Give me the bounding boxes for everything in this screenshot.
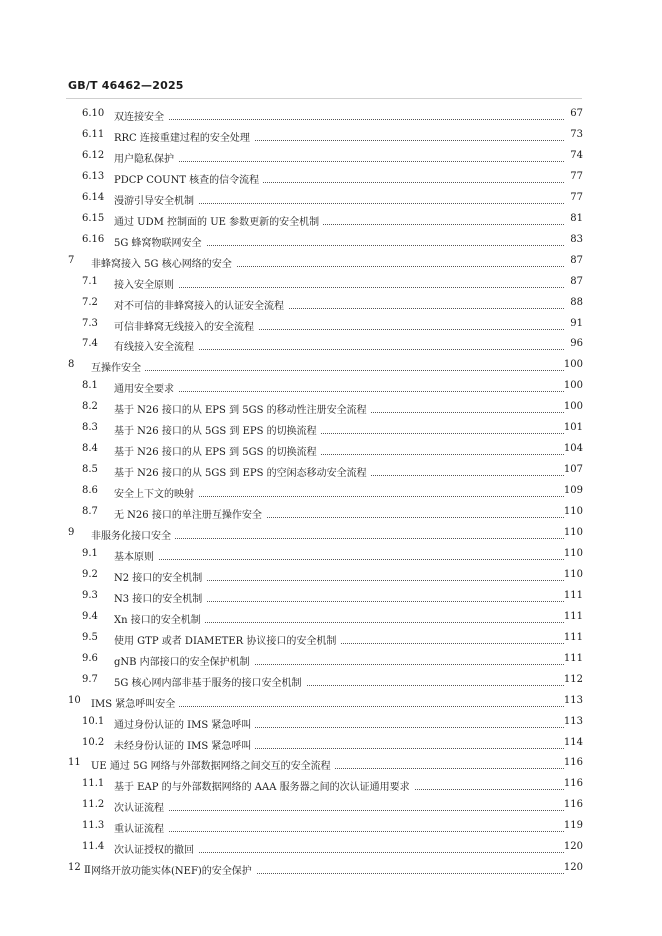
toc-entry-number: 6.11: [82, 128, 105, 140]
toc-entry-page: 100: [563, 401, 583, 413]
toc-entry-number: 7.4: [82, 338, 98, 350]
toc-entry[interactable]: [0, 274, 662, 294]
toc-entry[interactable]: [0, 609, 662, 629]
toc-entry-number: 9.5: [82, 631, 98, 643]
toc-entry-title: 通过身份认证的 IMS 紧急呼叫: [114, 716, 255, 731]
toc-entry[interactable]: [0, 295, 662, 315]
toc-entry-title: 可信非蜂窝无线接入的安全流程: [114, 318, 258, 333]
toc-entry[interactable]: [0, 211, 662, 231]
toc-entry[interactable]: [0, 714, 662, 734]
toc-entry-number: 6.14: [82, 191, 105, 203]
toc-entry[interactable]: [0, 546, 662, 566]
toc-entry-page: 77: [570, 170, 583, 182]
toc-entry-page: 110: [563, 568, 583, 580]
toc-entry[interactable]: [0, 420, 662, 440]
toc-entry[interactable]: [0, 735, 662, 755]
toc-entry-number: 9.6: [82, 652, 98, 664]
toc-entry-page: 119: [563, 820, 583, 832]
toc-entry-number: 10: [68, 694, 81, 706]
toc-entry-number: 6.15: [82, 212, 105, 224]
toc-entry-title: 通用安全要求: [114, 380, 178, 395]
toc-entry[interactable]: [0, 755, 662, 775]
toc-entry-page: 110: [563, 527, 583, 538]
toc-entry-page: 112: [563, 673, 583, 685]
toc-entry-number: 7.3: [82, 317, 98, 329]
toc-entry-page: 111: [563, 631, 583, 643]
toc-entry-number: 6.13: [82, 170, 105, 182]
toc-entry-title: 无 N26 接口的单注册互操作安全: [114, 506, 266, 521]
toc-entry-title: 未经身份认证的 IMS 紧急呼叫: [114, 737, 255, 752]
toc-entry[interactable]: [0, 253, 662, 273]
toc-entry[interactable]: [0, 441, 662, 461]
toc-entry-page: 73: [570, 128, 583, 140]
toc-entry-title: 互操作安全: [91, 359, 145, 374]
toc-entry-page: 110: [563, 506, 583, 518]
toc-entry-title: 基于 N26 接口的从 EPS 到 5GS 的移动性注册安全流程: [114, 401, 371, 416]
toc-entry-title: 5G 核心网内部非基于服务的接口安全机制: [114, 674, 306, 689]
toc-entry-title: 基本原则: [114, 548, 158, 563]
toc-entry-page: 91: [570, 317, 583, 329]
toc-entry[interactable]: [0, 106, 662, 126]
toc-entry[interactable]: [0, 462, 662, 482]
toc-entry-page: 111: [563, 652, 583, 664]
toc-entry-number: 7.1: [82, 275, 98, 287]
toc-entry-page: 81: [570, 212, 583, 224]
toc-entry-page: 104: [563, 443, 583, 455]
toc-entry-page: 87: [570, 254, 583, 266]
toc-entry-page: 88: [570, 296, 583, 308]
toc-entry-page: 116: [563, 799, 583, 811]
toc-entry-page: 116: [563, 757, 583, 769]
toc-entry-title: 重认证流程: [114, 820, 168, 835]
toc-entry[interactable]: [0, 818, 662, 838]
toc-entry-number: 9.7: [82, 673, 98, 685]
toc-entry-title: IMS 紧急呼叫安全: [91, 695, 179, 710]
toc-entry-page: 96: [570, 338, 583, 350]
toc-entry-number: 11.1: [82, 778, 105, 790]
toc-entry[interactable]: [0, 567, 662, 587]
toc-leader-dots: [114, 107, 564, 120]
toc-leader-dots: [91, 358, 564, 371]
toc-entry[interactable]: [0, 378, 662, 398]
toc-entry-number: 8.2: [82, 401, 98, 413]
toc-leader-dots: [114, 379, 564, 392]
toc-entry-number: 9.3: [82, 589, 98, 601]
toc-entry-number: 8.3: [82, 422, 98, 434]
toc-entry[interactable]: [0, 190, 662, 210]
toc-entry-number: 7.2: [82, 296, 98, 308]
toc-entry-title: PDCP COUNT 核查的信令流程: [114, 171, 263, 186]
toc-entry-page: 111: [563, 589, 583, 601]
toc-entry[interactable]: [0, 525, 662, 545]
toc-entry-title: 网络开放功能实体(NEF)的安全保护: [91, 862, 256, 877]
toc-entry-title: 接入安全原则: [114, 276, 178, 291]
toc-entry-page: 109: [563, 485, 583, 497]
toc-entry-number: 6.16: [82, 233, 105, 245]
toc-entry-number: 11.2: [82, 799, 105, 811]
toc-entry-page: 77: [570, 191, 583, 203]
toc-entry[interactable]: [0, 651, 662, 671]
toc-entry-number: 12: [68, 862, 81, 874]
toc-entry-page: 100: [563, 359, 583, 371]
toc-entry-number: 6.12: [82, 149, 105, 161]
toc-entry-page: 100: [563, 380, 583, 392]
toc-leader-dots: [114, 547, 564, 560]
toc-leader-dots: [114, 798, 564, 811]
toc-entry[interactable]: [0, 169, 662, 189]
toc-entry-page: 101: [563, 422, 583, 434]
toc-entry[interactable]: [0, 588, 662, 608]
toc-entry-number: 8.1: [82, 380, 98, 392]
toc-entry-page: 83: [570, 233, 583, 245]
page-number: Ⅱ: [84, 865, 91, 876]
toc-entry-number: 11: [68, 757, 81, 769]
toc-entry-page: 114: [563, 736, 583, 748]
toc-entry-title: 通过 UDM 控制面的 UE 参数更新的安全机制: [114, 213, 323, 228]
toc-entry-title: UE 通过 5G 网络与外部数据网络之间交互的安全流程: [91, 757, 335, 772]
toc-leader-dots: [114, 275, 564, 288]
toc-entry-title: 用户隐私保护: [114, 150, 178, 165]
toc-entry-number: 7: [68, 254, 75, 266]
toc-entry-page: 120: [563, 841, 583, 853]
toc-entry[interactable]: [0, 693, 662, 713]
toc-entry-page: 113: [563, 715, 583, 727]
toc-entry-page: 74: [570, 149, 583, 161]
toc-entry[interactable]: [0, 127, 662, 147]
toc-entry-title: gNB 内部接口的安全保护机制: [114, 653, 254, 668]
toc-entry-number: 6.10: [82, 108, 105, 119]
toc-entry-title: 次认证授权的撤回: [114, 841, 198, 856]
toc-entry-page: 110: [563, 547, 583, 559]
toc-entry-page: 67: [570, 108, 583, 119]
toc-entry-title: 非蜂窝接入 5G 核心网络的安全: [91, 255, 236, 270]
toc-entry-title: N3 接口的安全机制: [114, 590, 206, 605]
toc-entry-number: 8.7: [82, 506, 98, 518]
toc-entry-page: 120: [563, 862, 583, 874]
toc-entry-title: 基于 EAP 的与外部数据网络的 AAA 服务器之间的次认证通用要求: [114, 778, 414, 793]
toc-entry-title: 漫游引导安全机制: [114, 192, 198, 207]
toc-entry-title: 双连接安全: [114, 108, 168, 123]
toc-entry-page: 107: [563, 464, 583, 476]
toc-entry[interactable]: [0, 148, 662, 168]
toc-entry[interactable]: [0, 336, 662, 356]
header-divider: [66, 98, 582, 99]
toc-entry-page: 113: [563, 694, 583, 706]
toc-entry-number: 9.2: [82, 568, 98, 580]
toc-entry-number: 8.4: [82, 443, 98, 455]
toc-entry-title: RRC 连接重建过程的安全处理: [114, 129, 254, 144]
toc-entry-title: 非服务化接口安全: [91, 527, 175, 542]
toc-entry-number: 9: [68, 527, 75, 538]
toc-entry-title: 基于 N26 接口的从 EPS 到 5GS 的切换流程: [114, 443, 321, 458]
toc-entry-title: N2 接口的安全机制: [114, 569, 206, 584]
toc-entry-title: 安全上下文的映射: [114, 485, 198, 500]
toc-entry-title: Xn 接口的安全机制: [114, 611, 205, 626]
toc-entry[interactable]: [0, 776, 662, 796]
toc-entry-number: 8: [68, 359, 75, 371]
toc-entry-number: 10.1: [82, 715, 105, 727]
toc-entry-page: 87: [570, 275, 583, 287]
toc-entry[interactable]: [0, 672, 662, 692]
toc-entry[interactable]: [0, 860, 662, 880]
toc-entry[interactable]: [0, 357, 662, 377]
toc-entry-number: 8.5: [82, 464, 98, 476]
toc-entry-number: 9.4: [82, 610, 98, 622]
toc-entry-title: 使用 GTP 或者 DIAMETER 协议接口的安全机制: [114, 632, 340, 647]
toc-entry[interactable]: [0, 504, 662, 524]
toc-entry-title: 5G 蜂窝物联网安全: [114, 234, 206, 249]
toc-entry-title: 对不可信的非蜂窝接入的认证安全流程: [114, 297, 288, 312]
toc-entry[interactable]: [0, 630, 662, 650]
toc-entry-number: 10.2: [82, 736, 105, 748]
toc-entry[interactable]: [0, 316, 662, 336]
toc-entry-page: 116: [563, 778, 583, 790]
toc-entry-title: 基于 N26 接口的从 5GS 到 EPS 的切换流程: [114, 422, 321, 437]
toc-entry-title: 次认证流程: [114, 799, 168, 814]
toc-entry[interactable]: [0, 232, 662, 252]
toc-entry-title: 有线接入安全流程: [114, 338, 198, 353]
toc-leader-dots: [114, 819, 564, 832]
toc-entry[interactable]: [0, 399, 662, 419]
toc-entry-title: 基于 N26 接口的从 5GS 到 EPS 的空闲态移动安全流程: [114, 464, 371, 479]
toc-leader-dots: [114, 149, 564, 162]
standard-header: GB/T 46462—2025: [68, 79, 184, 92]
toc-entry[interactable]: [0, 797, 662, 817]
toc-entry-number: 8.6: [82, 485, 98, 497]
toc-entry[interactable]: [0, 483, 662, 503]
toc-entry-number: 9.1: [82, 547, 98, 559]
toc-entry-page: 111: [563, 610, 583, 622]
toc-entry-number: 11.4: [82, 841, 105, 853]
toc-entry-number: 11.3: [82, 820, 105, 832]
toc-entry[interactable]: [0, 839, 662, 859]
